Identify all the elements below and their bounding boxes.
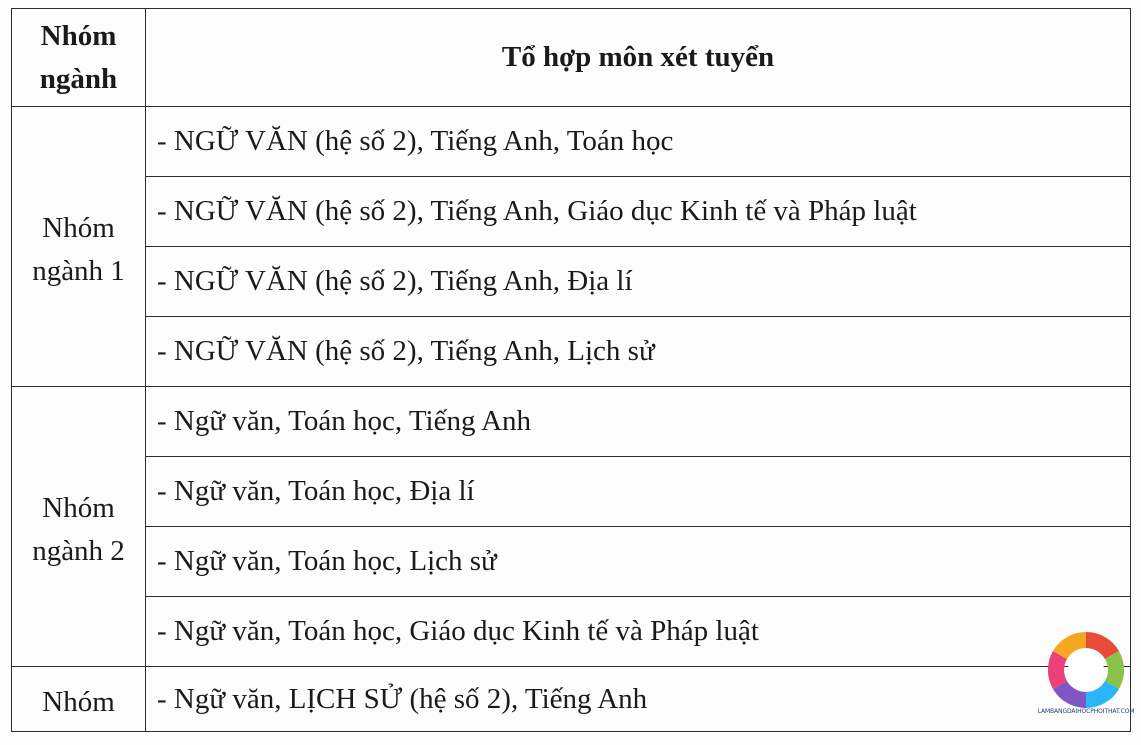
table-row: [12, 107, 1131, 177]
group-label-3: Nhóm: [12, 667, 146, 732]
combination-cell: - Ngữ văn, Toán học, Lịch sử: [146, 527, 1131, 597]
table-row: [12, 597, 1131, 667]
table-row: [12, 387, 1131, 457]
table-row: [12, 457, 1131, 527]
group-column-header: Nhóm ngành: [12, 9, 146, 107]
table-row: [12, 247, 1131, 317]
combination-cell: - NGỮ VĂN (hệ số 2), Tiếng Anh, Toán học: [146, 107, 1131, 177]
watermark-caption: LAMBANGDAIHOCPHOITHAT.COM: [1037, 708, 1135, 715]
table-row: [12, 317, 1131, 387]
group-label-1: Nhóm ngành 1: [12, 107, 146, 387]
combination-cell: - Ngữ văn, Toán học, Địa lí: [146, 457, 1131, 527]
group-label-2: Nhóm ngành 2: [12, 387, 146, 667]
combination-column-header: Tổ hợp môn xét tuyển: [146, 9, 1131, 107]
combination-cell: - Ngữ văn, Toán học, Tiếng Anh: [146, 387, 1131, 457]
combination-cell: - NGỮ VĂN (hệ số 2), Tiếng Anh, Giáo dục Kinh tế và Pháp luật: [146, 177, 1131, 247]
combination-cell: - NGỮ VĂN (hệ số 2), Tiếng Anh, Lịch sử: [146, 317, 1131, 387]
combination-cell: - NGỮ VĂN (hệ số 2), Tiếng Anh, Địa lí: [146, 247, 1131, 317]
table-row: [12, 527, 1131, 597]
combination-cell: - Ngữ văn, Toán học, Giáo dục Kinh tế và Pháp luật: [146, 597, 1131, 667]
watermark-logo-icon: [1036, 628, 1136, 718]
table-row: [12, 667, 1131, 732]
combination-cell: - Ngữ văn, LỊCH SỬ (hệ số 2), Tiếng Anh: [146, 667, 1131, 732]
admission-combinations-table: [11, 8, 1131, 732]
table-row: [12, 177, 1131, 247]
table-header-row: [12, 9, 1131, 107]
